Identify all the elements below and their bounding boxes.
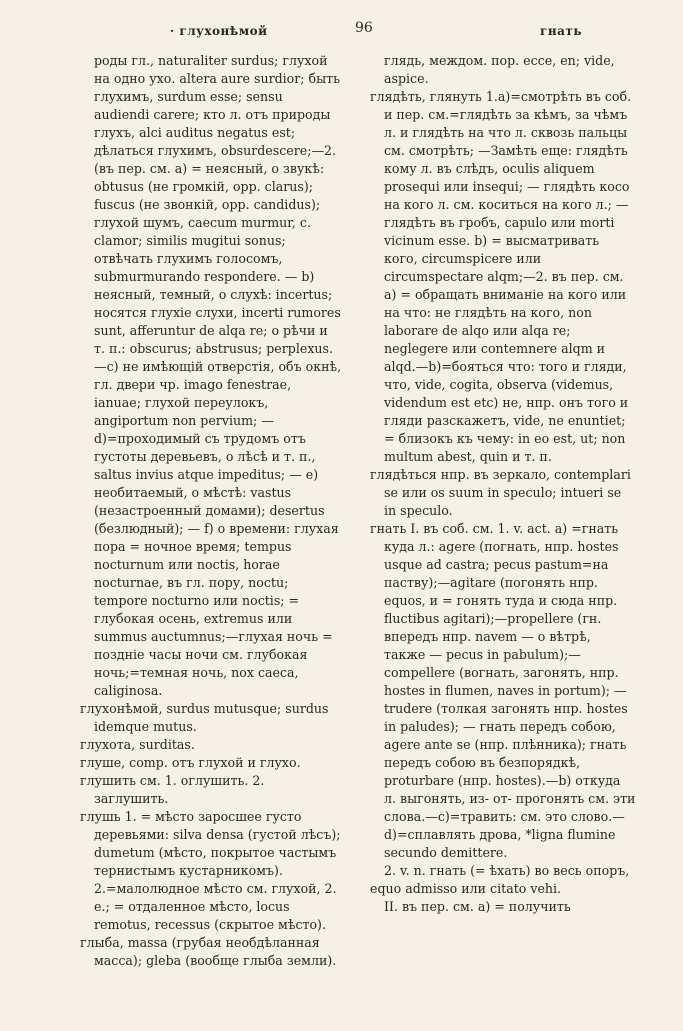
page-header	[0, 20, 683, 44]
entry-glyadet: глядѣть, глянуть 1.a)=смотрѣть въ соб. и пер. см.=глядѣть за кѣмъ, за чѣмъ л. и глядѣть на что л. сквозь пальцы см. смотрѣть; —Замѣть еще: глядѣть кому л. въ слѣдъ, oculis aliquem prosequi или insequi; — глядѣть косо на кого л. см. коситься на кого л.; — глядѣть въ гробъ, capulo или morti vicinum esse. b) = высматривать кого, circumspicere или circumspectare alqm;—2. въ пер. см. a) = обращать вниманіе на кого или на что: не глядѣть на кого, non laborare de alqo или alqa re; neglegere или contemnere alqm и alqd.—b)=бояться что: того и гляди, что, vide, cogita, observa (videmus, videndum est etc) не, нпр. онъ того и гляди разскажетъ, vide, ne enuntiet; = близокъ къ чему: in eo est, ut; non multum abest, quin и т. п.	[370, 89, 632, 464]
header-right-guide-word: гнать	[540, 24, 582, 38]
entry-gluhota: глухота, surditas.	[80, 737, 195, 752]
entry-glushit: глушить см. 1. оглушить. 2. заглушить.	[80, 773, 265, 806]
entry-glushe: глуше, comp. отъ глухой и глухо.	[80, 755, 301, 770]
entry-glyba: глыба, massa (грубая необдѣланная масса); gleba (вообще глыба земли).	[80, 935, 337, 968]
entry-gluhonemoy: глухонѣмой, surdus mutusque; surdus idemque mutus.	[80, 701, 329, 734]
entry-gnat-sense-ii: II. въ пер. см. a) = получить	[384, 899, 571, 914]
header-left-guide-word: · глухонѣмой	[170, 24, 268, 38]
entry-gnat: гнать I. въ соб. см. 1. v. act. a) =гнать куда л.: agere (погнать, нпр. hostes usque ad castra; pecus pastum=на паству);—agitare (погонять нпр. equos, и = гонять туда и сюда нпр. fluctibus agitari);—propellere (гн. впередъ нпр. navem — о вѣтрѣ, также — pecus in pabulum);—compellere (вогнать, загонять, нпр. hostes in flumen, naves in portum); — trudere (толкая загонять нпр. hostes in paludes); — гнать передъ собою, agere ante se (нпр. плѣнника); гнать передъ собою въ безпорядкѣ, proturbare (нпр. hostes).—b) откуда л. выгонять, из- от- прогонять см. эти слова.—c)=травить: см. это слово.—d)=сплавлять дрова, *ligna flumine secundo demittere.	[370, 521, 636, 860]
entry-gnat-sense-2: 2. v. n. гнать (= ѣхать) во весь опоръ, equo admisso или citato vehi.	[370, 863, 630, 896]
entry-glyadetsya: глядѣться нпр. въ зеркало, contemplari se или os suum in speculo; intueri se in speculo.	[370, 467, 631, 518]
left-column	[80, 52, 342, 970]
entry-glyad: глядь, междом. пор. ecce, en; vide, aspice.	[384, 53, 615, 86]
page-number: 96	[355, 20, 373, 36]
right-column	[370, 52, 636, 916]
entry-continuation: роды гл., naturaliter surdus; глухой на одно ухо. altera aure surdior; быть глухимъ, surdum esse; sensu audiendi carere; кто л. отъ природы глухъ, alci auditus negatus est; дѣлаться глухимъ, obsurdescere;—2. (въ пер. см. а) = неясный, о звукѣ: obtusus (не громкій, opp. clarus); fuscus (не звонкій, opp. candidus); глухой шумъ, caecum murmur, c. clamor; similis mugitui sonus; отвѣчать глухимъ голосомъ, submurmurando respondere. — b) неясный, темный, о слухѣ: incertus; носятся глухіе слухи, incerti rumores sunt, afferuntur de alqa re; о рѣчи и т. п.: obscurus; abstrusus; perplexus.—c) не имѣющій отверстія, объ окнѣ, гл. двери чр. imago fenestrae, ianuae; глухой переулокъ, angiportum non pervium; — d)=проходимый съ трудомъ отъ густоты деревьевъ, о лѣсѣ и т. п., saltus invius atque impeditus; — e) необитаемый, о мѣстѣ: vastus (незастроенный домами); desertus (безлюдный); — f) о времени: глухая пора = ночное время; tempus nocturnum или noctis, horae nocturnae, въ гл. пору, noctu; tempore nocturno или noctis; = глубокая осень, extremus или summus auctumnus;—глухая ночь = позднiе часы ночи см. глубокая ночь;=темная ночь, nox caeca, caliginosa.	[94, 53, 342, 698]
entry-glush: глушь 1. = мѣсто заросшее густо деревьями: silva densa (густой лѣсъ); dumetum (мѣсто, покрытое частымъ тернистымъ кустарникомъ). 2.=малолюдное мѣсто см. глухой, 2. e.; = отдаленное мѣсто, locus remotus, recessus (скрытое мѣсто).	[80, 809, 341, 932]
